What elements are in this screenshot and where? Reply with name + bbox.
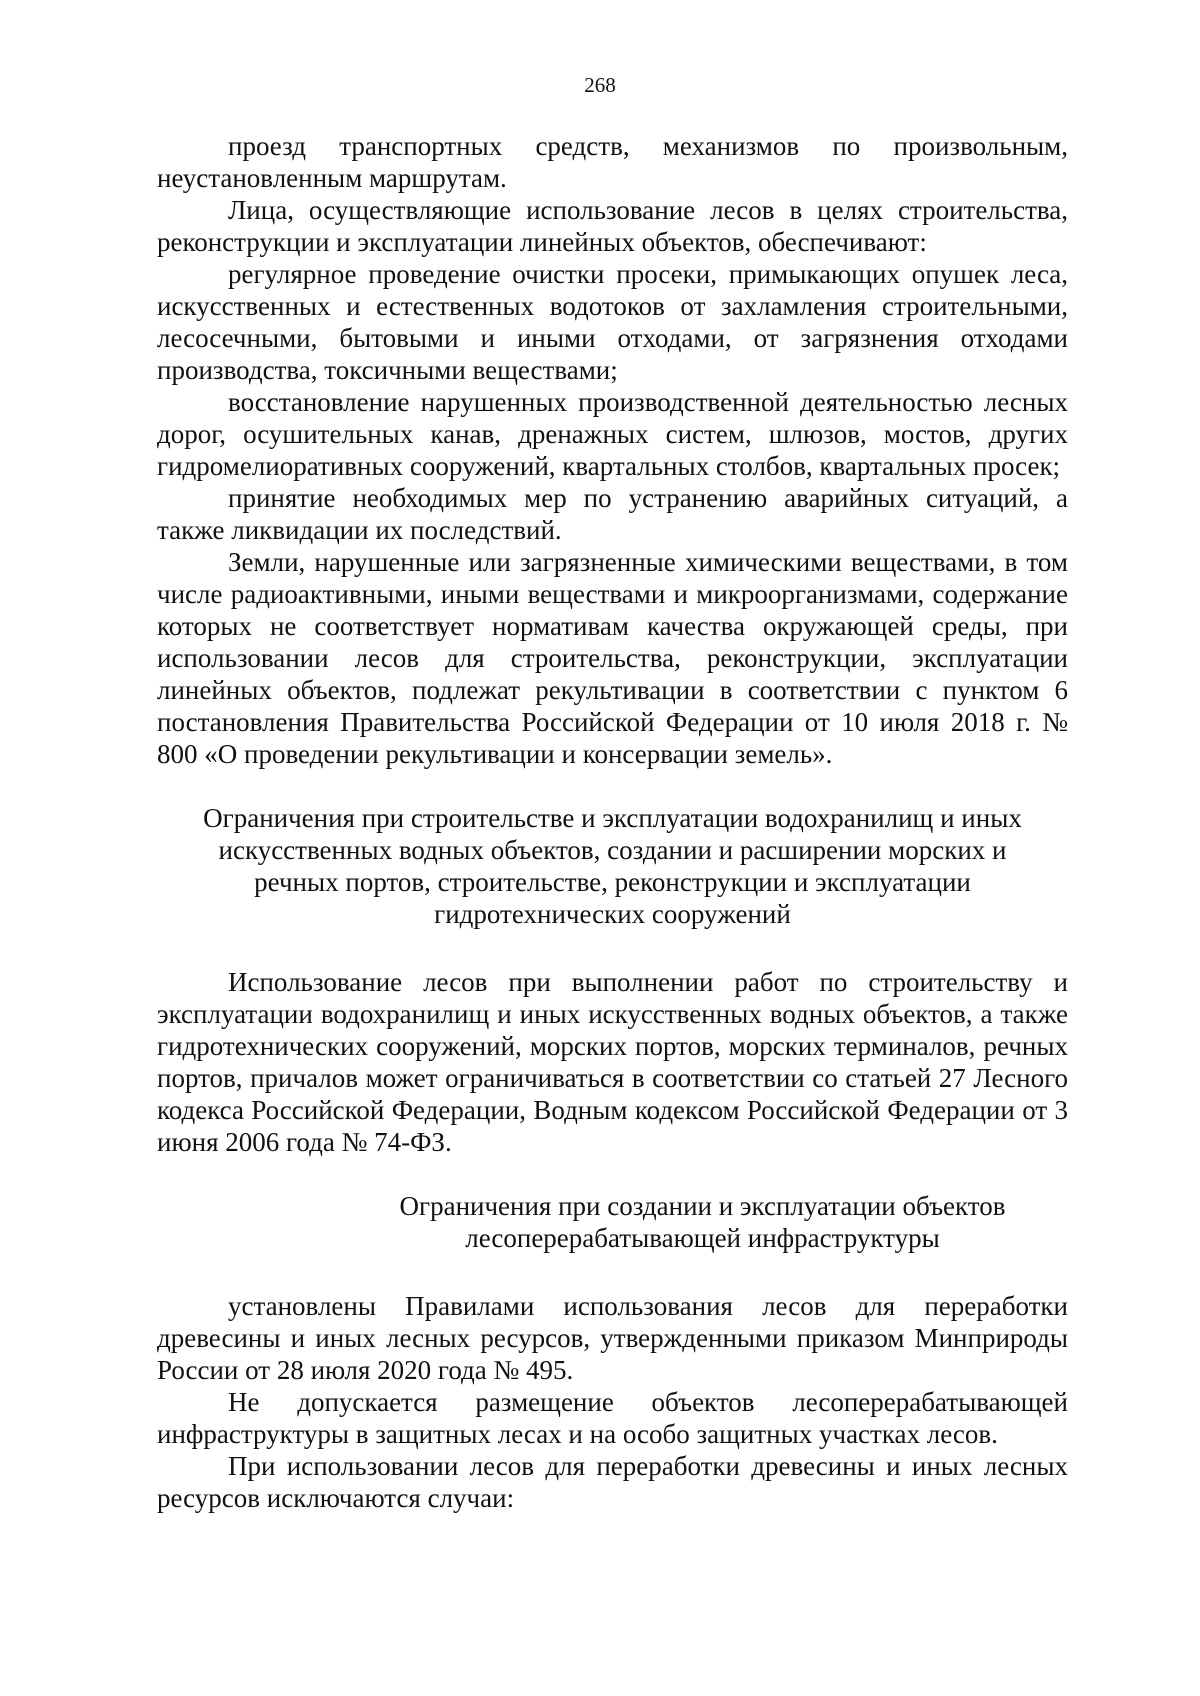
paragraph: регулярное проведение очистки просеки, примыкающих опушек леса, искусственных и естественных водотоков от захламления строительными, лесосечными, бытовыми и иными отходами, от загрязнения отходами производства, токсичными веществами; <box>157 259 1068 385</box>
section-heading-line: искусственных водных объектов, создании и расширении морских и <box>218 835 1007 865</box>
paragraph: Использование лесов при выполнении работ по строительству и эксплуатации водохранилищ и иных искусственных водных объектов, а также гидротехнических сооружений, морских портов, морских терминалов, речных портов, причалов может ограничиваться в соответствии со статьей 27 Лесного кодекса Российской Федерации, Водным кодексом Российской Федерации от 3 июня 2006 года № 74-ФЗ. <box>157 967 1068 1157</box>
section-heading-line: лесоперерабатывающей инфраструктуры <box>465 1223 940 1253</box>
section-heading-line: гидротехнических сооружений <box>434 899 791 929</box>
paragraph: Не допускается размещение объектов лесоперерабатывающей инфраструктуры в защитных лесах и на особо защитных участках лесов. <box>157 1387 1068 1449</box>
paragraph: При использовании лесов для переработки древесины и иных лесных ресурсов исключаются случаи: <box>157 1451 1068 1513</box>
section-heading-line: речных портов, строительстве, реконструкции и эксплуатации <box>254 867 971 897</box>
spacer <box>157 930 1068 966</box>
section-heading-line: Ограничения при создании и эксплуатации объектов <box>399 1191 1006 1221</box>
paragraph: Лица, осуществляющие использование лесов в целях строительства, реконструкции и эксплуатации линейных объектов, обеспечивают: <box>157 195 1068 257</box>
paragraph: Земли, нарушенные или загрязненные химическими веществами, в том числе радиоактивными, иными веществами и микроорганизмами, содержание которых не соответствует нормативам качества окружающей среды, при использовании лесов для строительства, реконструкции, эксплуатации линейных объектов, подлежат рекультивации в соответствии с пунктом 6 постановления Правительства Российской Федерации от 10 июля 2018 г. № 800 «О проведении рекультивации и консервации земель». <box>157 547 1068 769</box>
section-heading <box>157 1190 1068 1254</box>
spacer <box>157 770 1068 802</box>
spacer <box>157 1254 1068 1290</box>
section-heading <box>157 802 1068 930</box>
page-number: 268 <box>584 73 616 97</box>
paragraph: восстановление нарушенных производственной деятельностью лесных дорог, осушительных канав, дренажных систем, шлюзов, мостов, других гидромелиоративных сооружений, квартальных столбов, квартальных просек; <box>157 387 1068 481</box>
paragraph: установлены Правилами использования лесов для переработки древесины и иных лесных ресурсов, утвержденными приказом Минприроды России от 28 июля 2020 года № 495. <box>157 1291 1068 1385</box>
spacer <box>157 1158 1068 1190</box>
paragraph: проезд транспортных средств, механизмов по произвольным, неустановленным маршрутам. <box>157 131 1068 193</box>
section-heading-line: Ограничения при строительстве и эксплуатации водохранилищ и иных <box>203 803 1022 833</box>
paragraph: принятие необходимых мер по устранению аварийных ситуаций, а также ликвидации их последствий. <box>157 483 1068 545</box>
document-body <box>157 130 1068 1514</box>
